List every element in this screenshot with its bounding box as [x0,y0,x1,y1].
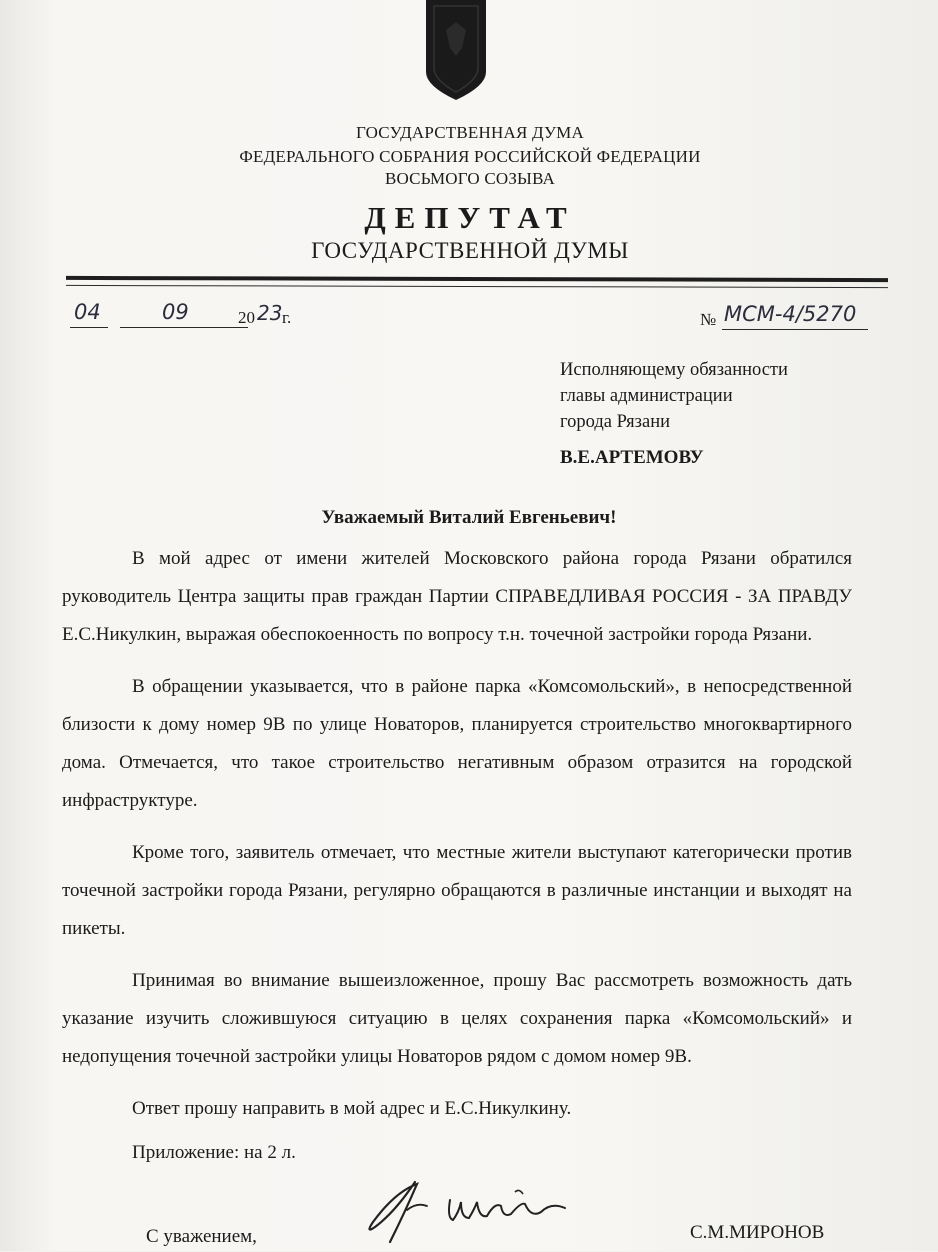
date-month: 09 [162,300,189,324]
closing-phrase: С уважением, [146,1226,257,1247]
body-paragraph: Кроме того, заявитель отмечает, что местные жители выступают категорически против точечной застройки города Рязани, регулярно обращаются в различные инстанции и выходят на пикеты. [62,842,852,939]
header-rule-thin [66,285,888,288]
header-line-2: ФЕДЕРАЛЬНОГО СОБРАНИЯ РОССИЙСКОЙ ФЕДЕРАЦИИ [239,147,701,166]
header-line-1: ГОСУДАРСТВЕННАЯ ДУМА [356,123,584,142]
attachment-note: Приложение: на 2 л. [132,1142,296,1163]
addressee-line-2: главы администрации [560,386,733,406]
salutation: Уважаемый Виталий Евгеньевич! [321,507,617,528]
body-paragraph: В обращении указывается, что в районе парка «Комсомольский», в непосредственной близости к дому номер 9В по улице Новаторов, планируется строительство многоквартирного дома. Отмечается, что такое строительство негативным образом отразится на городской инфраструктуре. [62,676,852,811]
addressee-name: В.Е.АРТЕМОВУ [560,447,704,468]
number-sign: № [700,310,717,329]
date-field [70,302,310,332]
body-paragraph: Ответ прошу направить в мой адрес и Е.С.Никулкину. [132,1098,572,1119]
number-value: МСМ-4/5270 [724,302,857,326]
emblem-icon [424,0,488,100]
document-title: ДЕПУТАТ [364,200,576,235]
header-rule-thick [66,276,888,282]
date-year-prefix: 20 [238,308,255,327]
header-line-3: ВОСЬМОГО СОЗЫВА [384,169,556,188]
addressee-line-1: Исполняющему обязанности [560,360,788,380]
body-paragraph: В мой адрес от имени жителей Московского района города Рязани обратился руководитель Центра защиты прав граждан Партии СПРАВЕДЛИВАЯ РОССИЯ - ЗА ПРАВДУ Е.С.Никулкин, выражая обеспокоенность по вопросу т.н. точечной застройки города Рязани. [62,548,852,645]
signer-name: С.М.МИРОНОВ [690,1222,825,1243]
body-paragraph: Принимая во внимание вышеизложенное, прошу Вас рассмотреть возможность дать указание изучить сложившуюся ситуацию в целях сохранения парка «Комсомольский» и недопущения точечной застройки улицы Новаторов рядом с домом номер 9В. [62,970,852,1067]
date-year: 23 [257,301,283,325]
registration-number [700,302,900,334]
document-subtitle: ГОСУДАРСТВЕННОЙ ДУМЫ [311,238,629,263]
signature-image [355,1172,595,1252]
letter-body [62,540,852,1178]
date-day: 04 [74,300,101,324]
date-year-suffix: г. [282,308,292,327]
addressee-line-3: города Рязани [560,412,671,432]
